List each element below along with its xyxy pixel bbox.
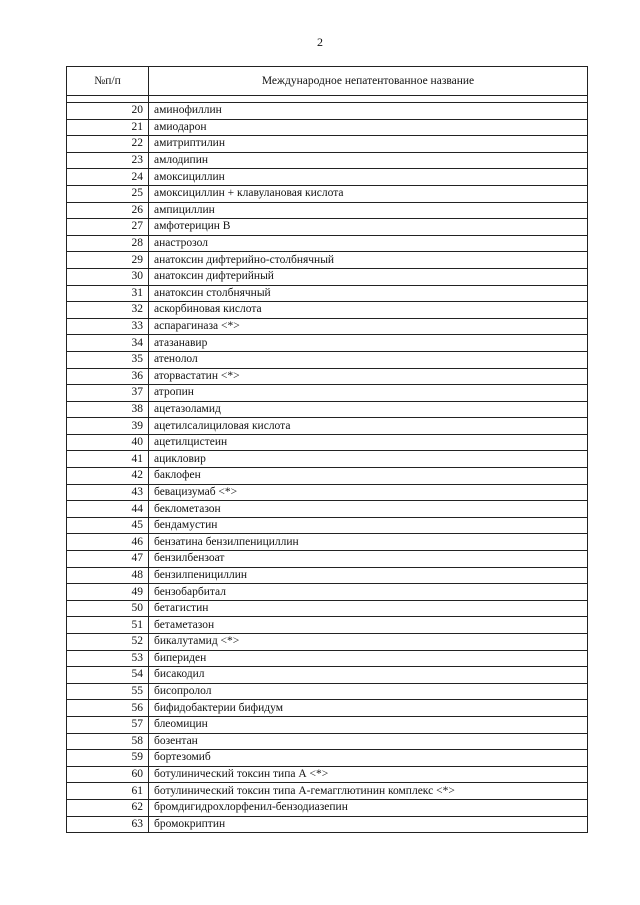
table-row [67,584,588,601]
row-number: 23 [67,152,149,169]
row-drug-name: аскорбиновая кислота [149,302,588,319]
row-drug-name: бензобарбитал [149,584,588,601]
row-drug-name: ацетилсалициловая кислота [149,418,588,435]
row-drug-name: анастрозол [149,235,588,252]
row-drug-name: аминофиллин [149,103,588,120]
row-number: 51 [67,617,149,634]
row-number: 31 [67,285,149,302]
row-number: 50 [67,600,149,617]
row-drug-name: баклофен [149,468,588,485]
row-number: 29 [67,252,149,269]
header-name: Международное непатентованное название [149,67,588,96]
table-row [67,551,588,568]
row-drug-name: аспарагиназа <*> [149,318,588,335]
table-row [67,799,588,816]
table-row [67,219,588,236]
row-number: 53 [67,650,149,667]
row-number: 55 [67,683,149,700]
table-row [67,567,588,584]
row-number: 54 [67,667,149,684]
table-row [67,103,588,120]
row-number: 22 [67,136,149,153]
row-drug-name: амлодипин [149,152,588,169]
row-number: 45 [67,517,149,534]
table-row [67,468,588,485]
row-number: 21 [67,119,149,136]
row-drug-name: бромдигидрохлорфенил-бензодиазепин [149,799,588,816]
page-number: 2 [317,35,323,49]
table-row [67,401,588,418]
row-drug-name: бисопролол [149,683,588,700]
row-number: 39 [67,418,149,435]
row-drug-name: бипериден [149,650,588,667]
row-drug-name: анатоксин дифтерийно-столбнячный [149,252,588,269]
table-row [67,434,588,451]
row-number: 33 [67,318,149,335]
table-row [67,650,588,667]
row-number: 40 [67,434,149,451]
row-drug-name: анатоксин дифтерийный [149,268,588,285]
row-number: 25 [67,185,149,202]
row-drug-name: бозентан [149,733,588,750]
row-drug-name: амоксициллин + клавулановая кислота [149,185,588,202]
row-number: 42 [67,468,149,485]
table-row [67,750,588,767]
row-drug-name: ампициллин [149,202,588,219]
table-row [67,501,588,518]
row-drug-name: ботулинический токсин типа А <*> [149,766,588,783]
table-row [67,335,588,352]
row-drug-name: ацикловир [149,451,588,468]
table-row [67,451,588,468]
row-drug-name: бетаметазон [149,617,588,634]
row-drug-name: атазанавир [149,335,588,352]
row-drug-name: ацетазоламид [149,401,588,418]
table-row [67,385,588,402]
table-row [67,617,588,634]
row-number: 49 [67,584,149,601]
table-row [67,202,588,219]
table-row [67,783,588,800]
table-row [67,351,588,368]
table-row [67,667,588,684]
row-number: 26 [67,202,149,219]
row-drug-name: атропин [149,385,588,402]
table-row [67,152,588,169]
row-number: 63 [67,816,149,833]
row-drug-name: атенолол [149,351,588,368]
row-drug-name: амиодарон [149,119,588,136]
row-number: 52 [67,634,149,651]
row-number: 46 [67,534,149,551]
row-number: 62 [67,799,149,816]
row-drug-name: бензилбензоат [149,551,588,568]
row-drug-name: беклометазон [149,501,588,518]
table-row [67,368,588,385]
row-number: 24 [67,169,149,186]
row-drug-name: бифидобактерии бифидум [149,700,588,717]
table-row [67,185,588,202]
row-number: 32 [67,302,149,319]
table-row [67,534,588,551]
table-row [67,268,588,285]
row-number: 34 [67,335,149,352]
row-number: 41 [67,451,149,468]
row-number: 58 [67,733,149,750]
row-drug-name: бендамустин [149,517,588,534]
table-spacer-row [67,96,588,103]
row-drug-name: ботулинический токсин типа А-гемагглютинин комплекс <*> [149,783,588,800]
table-row [67,169,588,186]
table-row [67,418,588,435]
row-number: 27 [67,219,149,236]
table-row [67,600,588,617]
row-drug-name: бетагистин [149,600,588,617]
row-number: 56 [67,700,149,717]
row-drug-name: анатоксин столбнячный [149,285,588,302]
table-row [67,517,588,534]
table-row [67,766,588,783]
row-drug-name: бевацизумаб <*> [149,484,588,501]
table-row [67,683,588,700]
table-row [67,716,588,733]
table-row [67,700,588,717]
row-number: 43 [67,484,149,501]
row-number: 37 [67,385,149,402]
table-row [67,302,588,319]
table-row [67,285,588,302]
row-drug-name: бромокриптин [149,816,588,833]
row-drug-name: бикалутамид <*> [149,634,588,651]
row-drug-name: бортезомиб [149,750,588,767]
table-body [67,96,588,833]
table-row [67,816,588,833]
drug-table [66,66,588,833]
row-drug-name: блеомицин [149,716,588,733]
row-drug-name: аторвастатин <*> [149,368,588,385]
row-number: 20 [67,103,149,120]
row-number: 47 [67,551,149,568]
row-number: 28 [67,235,149,252]
table-row [67,136,588,153]
row-number: 48 [67,567,149,584]
row-number: 60 [67,766,149,783]
row-number: 59 [67,750,149,767]
table-row [67,252,588,269]
row-drug-name: ацетилцистеин [149,434,588,451]
table-row [67,484,588,501]
row-drug-name: амоксициллин [149,169,588,186]
row-number: 57 [67,716,149,733]
table-row [67,119,588,136]
row-number: 35 [67,351,149,368]
row-drug-name: бензатина бензилпенициллин [149,534,588,551]
table-row [67,318,588,335]
table-row [67,733,588,750]
row-drug-name: бисакодил [149,667,588,684]
table-row [67,235,588,252]
row-number: 61 [67,783,149,800]
row-number: 30 [67,268,149,285]
table-row [67,634,588,651]
row-number: 36 [67,368,149,385]
header-num: №п/п [67,67,149,96]
row-drug-name: бензилпенициллин [149,567,588,584]
row-number: 44 [67,501,149,518]
row-number: 38 [67,401,149,418]
row-drug-name: амфотерицин В [149,219,588,236]
table-header-row [67,67,588,96]
row-drug-name: амитриптилин [149,136,588,153]
